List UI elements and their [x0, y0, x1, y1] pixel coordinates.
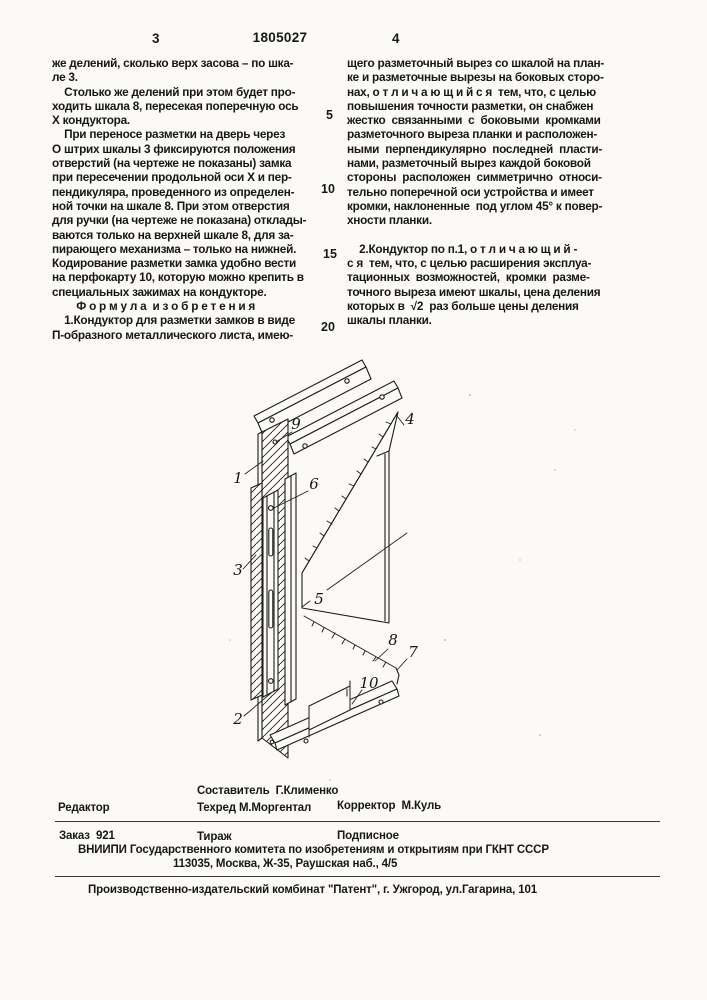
page-number-left: 3	[152, 31, 160, 46]
text-line: тельно поперечной оси устройства и имеет	[347, 184, 594, 199]
figure-label: 7	[408, 643, 418, 661]
gutter-line-number: 20	[321, 320, 335, 334]
text-line: ными перпендикулярно последней пласти-	[347, 141, 603, 156]
page-number-right: 4	[392, 31, 400, 46]
footer-editor: Редактор	[58, 802, 110, 814]
text-line: ходить шкала 8, пересекая поперечную ось	[52, 98, 299, 113]
figure-side-strip	[251, 483, 262, 700]
text-line: пирающего механизма – только на нижней.	[52, 241, 297, 256]
footer-corrector: Корректор М.Куль	[337, 800, 442, 812]
text-line: на перфокарту 10, которую можно крепить в	[52, 270, 304, 285]
figure-label: 3	[233, 561, 243, 579]
patent-figure	[200, 350, 600, 795]
text-line: кромки, наклоненные под углом 45° к повер-	[347, 198, 603, 213]
text-line: Х кондуктора.	[52, 113, 130, 128]
figure-lower-scale	[304, 616, 399, 684]
figure-label: 4	[405, 410, 415, 428]
gutter-line-number: 5	[326, 108, 333, 122]
text-line: разметочного выреза планки и расположен-	[347, 127, 598, 142]
text-line: нами, разметочный вырез каждой боковой	[347, 156, 591, 171]
figure-label: 8	[388, 631, 398, 649]
text-line: шкалы планки.	[347, 313, 432, 328]
text-line: хности планки.	[347, 213, 432, 228]
text-line: О штрих шкалы 3 фиксируются положения	[52, 141, 296, 156]
text-line: с я тем, что, с целью расширения эксплуа-	[347, 256, 592, 271]
footer-address: 113035, Москва, Ж-35, Раушская наб., 4/5	[173, 858, 398, 870]
patent-number: 1805027	[252, 30, 308, 45]
text-line: которых в √2 раз больше цены деления	[347, 299, 579, 314]
text-line: 1.Кондуктор для разметки замков в виде	[52, 313, 295, 328]
text-line: же делений, сколько верх засова – по шка-	[52, 56, 294, 70]
left-column	[52, 56, 306, 342]
figure-label: 10	[359, 674, 379, 692]
text-line	[347, 228, 604, 242]
text-line: стороны расположен симметрично относи-	[347, 170, 602, 185]
figure-label: 1	[233, 469, 243, 487]
text-line: точного выреза имеют шкалы, цена деления	[347, 284, 601, 299]
text-line: 2.Кондуктор по п.1, о т л и ч а ю щ и й -	[347, 241, 578, 256]
text-line: тационных возможностей, кромки разме-	[347, 270, 590, 285]
footer-vniipi: ВНИИПИ Государственного комитета по изобретениям и открытиям при ГКНТ СССР	[78, 844, 549, 856]
figure-label: 6	[309, 475, 319, 493]
gutter-line-number: 15	[323, 247, 337, 261]
figure-label: 9	[291, 415, 301, 433]
text-line: щего разметочный вырез со шкалой на план-	[347, 56, 605, 70]
text-line: специальных зажимах на кондукторе.	[52, 284, 267, 299]
text-line: пендикуляра, проведенного из определен-	[52, 184, 295, 199]
footer-divider	[55, 876, 660, 877]
text-line: ке и разметочные вырезы на боковых сторо-	[347, 70, 604, 85]
text-line: для ручки (на чертеже не показана) отклады-	[52, 213, 307, 228]
footer-publisher: Производственно-издательский комбинат "Патент", г. Ужгород, ул.Гагарина, 101	[88, 884, 537, 896]
figure-label: 2	[233, 710, 243, 728]
footer-tirazh: Тираж	[197, 831, 232, 843]
text-line: повышения точности разметки, он снабжен	[347, 98, 594, 113]
text-line: ваются только на верхней шкале 8, для за-	[52, 227, 294, 242]
footer-techred: Техред М.Моргентал	[197, 802, 312, 814]
text-line: отверстий (на чертеже не показаны) замка	[52, 156, 292, 171]
text-line: ле 3.	[52, 70, 78, 85]
footer-compiler: Составитель Г.Клименко	[197, 785, 339, 797]
text-line: жестко связанными с боковыми кромками	[347, 113, 601, 128]
text-line: Столько же делений при этом будет про-	[52, 84, 296, 99]
footer-order-number: Заказ 921	[59, 830, 115, 842]
text-line: Кодирование разметки замка удобно вести	[52, 256, 297, 271]
text-line: П-образного металлического листа, имею-	[52, 327, 293, 342]
text-line: ной точки на шкале 8. При этом отверстия	[52, 198, 290, 213]
figure-slider	[263, 490, 278, 697]
text-line: Ф о р м у л а и з о б р е т е н и я	[52, 299, 256, 314]
right-column	[347, 56, 604, 328]
text-line: при пересечении продольной оси Х и пер-	[52, 170, 292, 185]
gutter-line-number: 10	[321, 182, 335, 196]
text-line: нах, о т л и ч а ю щ и й с я тем, что, с целью	[347, 84, 596, 99]
text-line: При переносе разметки на дверь через	[52, 127, 286, 142]
figure-label: 5	[314, 590, 324, 608]
footer-divider	[55, 821, 660, 822]
footer-podpisnoe: Подписное	[337, 830, 399, 842]
figure-guide-strip	[285, 473, 296, 705]
